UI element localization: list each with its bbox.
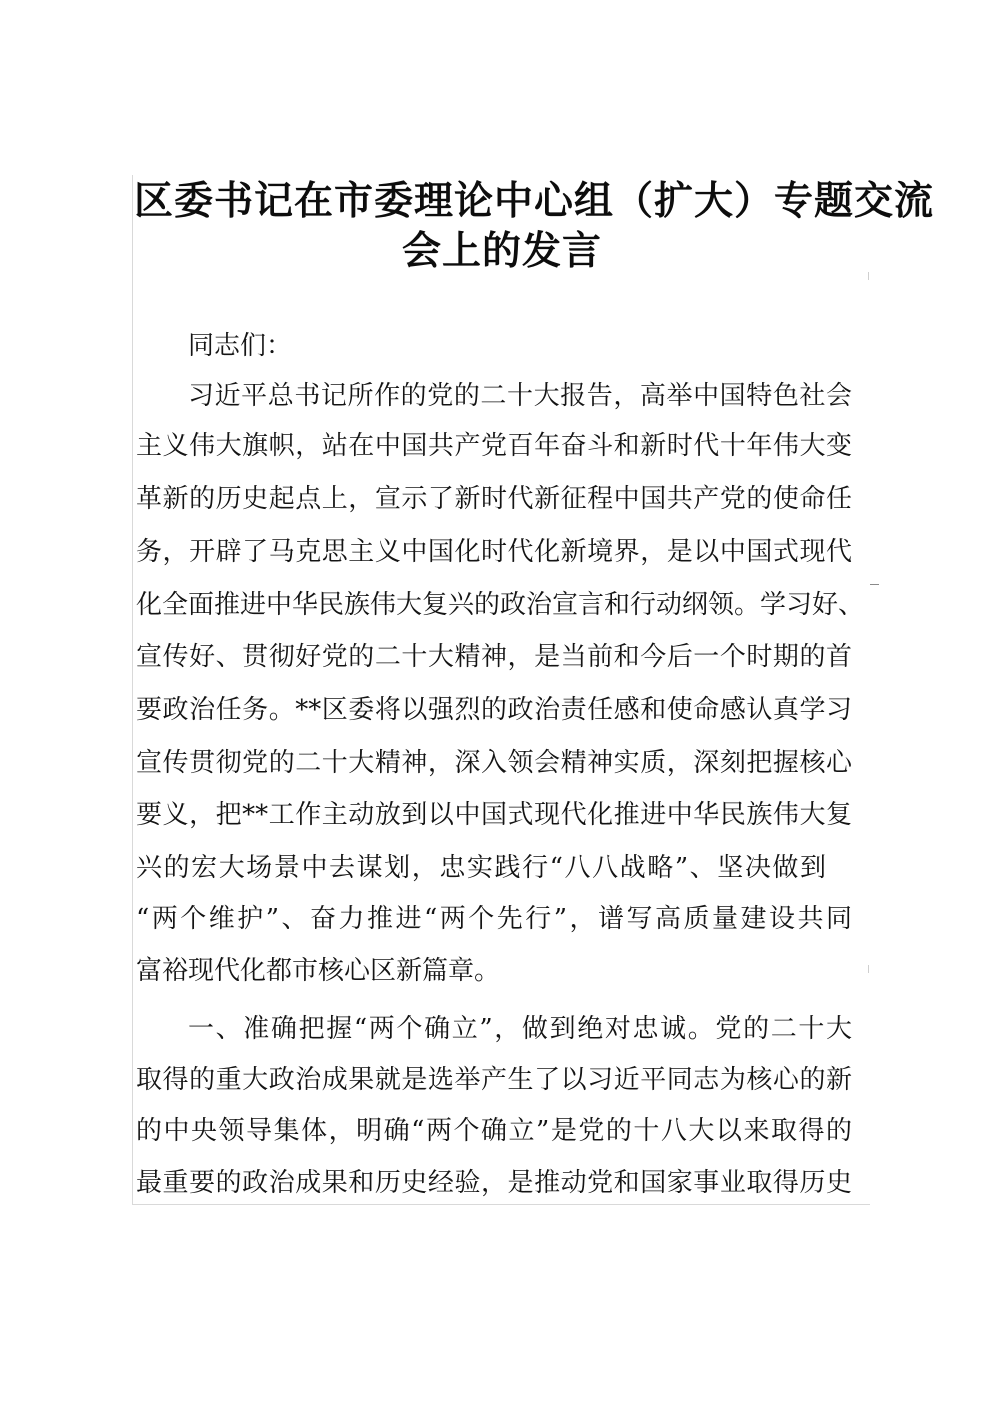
page-frame-left <box>132 175 133 1205</box>
body-line: 化全面推进中华民族伟大复兴的政治宣言和行动纲领。学习好、 <box>136 590 865 620</box>
margin-dash <box>870 584 879 585</box>
title-line: 区委书记在市委理论中心组（扩大）专题交流 <box>134 178 935 224</box>
body-line: 宣传贯彻党的二十大精神，深入领会精神实质，深刻把握核心 <box>136 748 852 778</box>
body-line: 的中央领导集体，明确“两个确立”是党的十八大以来取得的 <box>136 1116 852 1146</box>
body-line: 兴的宏大场景中去谋划，忠实践行“八八战略”、坚决做到 <box>136 853 826 883</box>
body-line: 取得的重大政治成果就是选举产生了以习近平同志为核心的新 <box>136 1065 852 1095</box>
section-heading-line: 一、准确把握“两个确立”，做到绝对忠诚。党的二十大 <box>188 1014 852 1044</box>
body-line: 要政治任务。**区委将以强烈的政治责任感和使命感认真学习 <box>136 695 852 725</box>
body-line: 务，开辟了马克思主义中国化时代化新境界，是以中国式现代 <box>136 537 852 567</box>
body-line: 富裕现代化都市核心区新篇章。 <box>136 956 501 986</box>
body-line: 要义，把**工作主动放到以中国式现代化推进中华民族伟大复 <box>136 800 852 830</box>
body-line: 最重要的政治成果和历史经验，是推动党和国家事业取得历史 <box>136 1168 852 1198</box>
body-line: 革新的历史起点上，宣示了新时代新征程中国共产党的使命任 <box>136 484 852 514</box>
document-title <box>134 176 935 276</box>
body-line: “两个维护”、奋力推进“两个先行”，谱写高质量建设共同 <box>136 904 852 934</box>
body-line: 主义伟大旗帜，站在中国共产党百年奋斗和新时代十年伟大变 <box>136 431 852 461</box>
title-line: 会上的发言 <box>401 228 602 274</box>
body-line: 习近平总书记所作的党的二十大报告，高举中国特色社会 <box>188 381 852 411</box>
margin-tick <box>868 965 869 973</box>
salutation: 同志们： <box>188 331 293 361</box>
body-line: 宣传好、贯彻好党的二十大精神，是当前和今后一个时期的首 <box>136 642 852 672</box>
page-frame-bottom <box>132 1204 870 1205</box>
